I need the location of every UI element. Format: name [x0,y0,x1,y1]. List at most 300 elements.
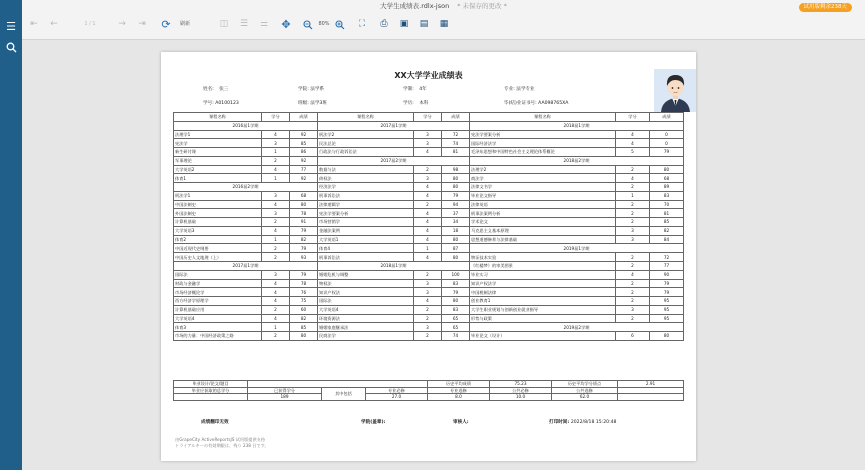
course-credit: 2 [262,305,290,314]
course-name: 大学英语4 [174,314,262,323]
course-name: 宪法学要案分析 [470,130,616,139]
course-credit: 2 [616,279,650,288]
zoom-value[interactable]: 80% [318,21,330,27]
course-score: 100 [442,270,470,279]
summary-label: 公共必修 [490,387,552,394]
course-credit: 4 [262,279,290,288]
course-name: 毕业实习 [470,270,616,279]
semester-header: 2018届2学期 [470,156,684,165]
course-score: 18 [442,226,470,235]
single-page-icon[interactable]: ◫ [219,19,229,29]
table-row [174,262,684,271]
course-name: 环境资源法 [318,314,414,323]
course-name: 民商法学 [318,332,414,341]
course-name: 市场的力量：中国经济政策之路 [174,332,262,341]
summary-empty [618,394,684,401]
table-row [174,156,684,165]
course-score: 83 [442,305,470,314]
course-name: 法理学2 [470,165,616,174]
course-score: 80 [442,174,470,183]
course-credit: 1 [262,323,290,332]
course-credit: 3 [616,235,650,244]
course-name: 毕业论文指导 [470,191,616,200]
column-header: 课程名称 [174,113,262,122]
column-header: 成绩 [290,113,318,122]
course-name: 刑法学1 [174,191,262,200]
course-name: 马克思主义基本原理 [470,226,616,235]
summary-value: 75.23 [490,381,552,388]
summary-table [173,380,684,401]
table-row [174,148,684,157]
course-score: 85 [290,139,318,148]
course-credit: 4 [262,226,290,235]
table-row [174,305,684,314]
course-score: 84 [650,235,684,244]
course-credit: 2 [262,253,290,262]
semester-header: 2017届2学期 [318,156,470,165]
course-credit: 4 [262,165,290,174]
course-name: 法律文书学 [470,183,616,192]
summary-label: 毕业设计/论文/题目 [174,381,248,388]
table-row [174,174,684,183]
course-credit: 4 [262,130,290,139]
course-name: 体育3 [174,323,262,332]
footer-reviewer: 审核人: [453,420,469,425]
course-score: 95 [650,314,684,323]
summary-label: 已获得学分 [248,387,322,394]
course-score: 83 [650,191,684,200]
course-score: 65 [442,314,470,323]
course-name: 思想道德修养与法律基础 [470,235,616,244]
course-name: 行政法与行政诉讼法 [318,148,414,157]
course-name: 《红楼梦》的审美图景 [470,262,616,271]
course-score: 70 [650,200,684,209]
course-name: 中国税制法律 [470,288,616,297]
course-credit: 2 [616,218,650,227]
course-score: 74 [442,332,470,341]
course-name: 大学英语4 [318,305,414,314]
course-name: 外国法制史 [174,209,262,218]
course-score: 80 [650,165,684,174]
course-credit: 3 [616,305,650,314]
course-score: 81 [650,209,684,218]
export-icon[interactable]: ▣ [399,19,409,29]
course-credit: 2 [414,314,442,323]
course-credit: 2 [414,332,442,341]
course-credit: 2 [616,288,650,297]
course-credit: 4 [616,174,650,183]
course-name: 国际法 [174,270,262,279]
course-credit: 3 [262,139,290,148]
course-credit: 4 [414,183,442,192]
semester-header: 2018届1学期 [318,262,470,271]
report-title: XX大学学业成绩表 [394,71,463,80]
trial-watermark: 由GrapeCity ActiveReportsJS 试用版提供支持 トライアルキーの有効期限は、残り 238 日です。 [175,437,269,448]
course-score: 80 [442,235,470,244]
info-degree: 学历: 本科 [403,101,429,106]
course-credit: 2 [616,314,650,323]
unsaved-status: * 未保存的更改 * [457,2,507,10]
student-avatar [654,69,696,112]
course-score: 80 [290,200,318,209]
report-viewport[interactable] [22,41,865,470]
zoom-out-icon[interactable] [302,17,314,32]
course-score: 80 [442,183,470,192]
course-credit: 2 [616,297,650,306]
course-name: 民法总论 [318,139,414,148]
course-score: 98 [442,165,470,174]
summary-value: 62.0 [552,394,618,401]
course-credit: 1 [616,191,650,200]
footer-print-time: 打印时间: 2022/8/18 15:20:48 [549,420,617,425]
report-page [161,52,696,461]
toolbar [22,0,865,40]
column-header: 学分 [414,113,442,122]
info-class: 班级: 法学3班 [298,101,327,106]
course-score: 79 [442,288,470,297]
fullscreen-icon[interactable]: ⛶ [358,19,366,29]
course-credit: 2 [414,200,442,209]
course-score: 80 [290,332,318,341]
course-credit: 1 [414,244,442,253]
file-title: 大学生成绩表.rdlx-json [380,2,450,10]
course-name: 知识产权法 [318,288,414,297]
summary-value: 10.0 [490,394,552,401]
course-name: 刑事法案例分析 [470,209,616,218]
menu-icon[interactable]: ☰ [6,20,16,33]
course-credit: 4 [414,253,442,262]
table-row [174,183,684,192]
course-name: 法理学1 [174,130,262,139]
column-header: 课程名称 [470,113,616,122]
print-icon[interactable]: ⎙ [380,19,388,29]
course-name: 学术论文 [470,218,616,227]
course-name: 大学英语2 [174,165,262,174]
course-score: 37 [442,209,470,218]
footer-invalid-note: 成绩翻印无效 [201,420,229,425]
course-score: 79 [650,148,684,157]
course-credit: 1 [262,174,290,183]
course-name: 法律逻辑学 [318,200,414,209]
column-header: 成绩 [442,113,470,122]
table-row [174,209,684,218]
course-credit: 4 [414,191,442,200]
course-credit: 4 [616,139,650,148]
course-score: 82 [650,226,684,235]
course-score: 92 [290,130,318,139]
summary-value: 189 [248,394,322,401]
course-credit: 3 [262,191,290,200]
continuous-icon[interactable]: ⚌ [259,19,269,29]
summary-value: 2.91 [618,381,684,388]
course-name: 西方经济学原理学 [174,297,262,306]
table-row [174,130,684,139]
table-row [174,323,684,332]
course-credit: 5 [616,148,650,157]
course-name: 宪法学 [174,139,262,148]
course-name: 计算机基础应用 [174,305,262,314]
course-credit: 2 [262,244,290,253]
info-major: 专业: 法学专业 [504,87,535,92]
course-credit: 2 [616,165,650,174]
course-score: 78 [290,279,318,288]
info-student-id: 学号: A0100123 [203,101,239,106]
course-score: 68 [650,174,684,183]
course-credit: 3 [414,279,442,288]
course-credit: 1 [262,235,290,244]
summary-label: 毕业应获取的总学分 [174,387,248,394]
course-score: 85 [650,218,684,227]
course-score: 74 [442,139,470,148]
course-name: 创业教育1 [470,297,616,306]
semester-header: 2016届2学期 [174,183,318,192]
course-score: 85 [290,323,318,332]
course-score: 34 [442,218,470,227]
course-name: 知识产权法学 [470,279,616,288]
course-credit: 4 [414,148,442,157]
course-score: 92 [290,174,318,183]
semester-header: 2017届1学期 [318,121,470,130]
page-indicator[interactable]: 1 / 1 [84,21,96,27]
grades-table [173,112,684,341]
table-row [174,218,684,227]
course-credit: 3 [262,209,290,218]
course-score: 83 [442,279,470,288]
course-score: 91 [290,218,318,227]
course-name: 金融法案例 [318,226,414,235]
next-page-icon[interactable]: → [118,19,126,29]
summary-label: 公共选修 [552,387,618,394]
course-name: 市场营销学 [318,218,414,227]
course-score: 80 [442,253,470,262]
course-credit: 4 [414,235,442,244]
course-score: 79 [290,270,318,279]
course-credit: 2 [414,165,442,174]
course-credit: 4 [262,200,290,209]
course-credit: 4 [414,297,442,306]
search-icon[interactable] [4,42,18,56]
course-credit: 4 [414,226,442,235]
sidebar [0,0,22,470]
course-credit: 3 [616,226,650,235]
course-name: 体育1 [174,174,262,183]
table-row [174,253,684,262]
summary-value: 8.0 [428,394,490,401]
course-name: 毕业论文（设计） [470,332,616,341]
course-name: 刑事诉讼法 [318,191,414,200]
semester-header: 2019届2学期 [470,323,684,332]
semester-header: 2017届1学期 [174,262,318,271]
course-credit: 2 [414,305,442,314]
table-row [174,165,684,174]
semester-header: 2019届1学期 [470,244,684,253]
course-score: 72 [650,253,684,262]
refresh-icon[interactable]: ⟳ [161,18,171,31]
refresh-label[interactable]: 刷新 [179,21,190,27]
column-header: 成绩 [650,113,684,122]
course-score: 0 [650,130,684,139]
table-row [174,200,684,209]
course-name: 形势与政策 [470,314,616,323]
course-name: 物权法 [318,279,414,288]
course-name: 体育4 [318,244,414,253]
course-credit: 3 [414,130,442,139]
course-score: 86 [290,148,318,157]
course-score: 79 [290,244,318,253]
course-score: 95 [650,305,684,314]
table-row [174,297,684,306]
course-name: 国际经济法学 [470,139,616,148]
window-title [22,2,865,11]
course-name: 大学英语1 [318,235,414,244]
course-score: 60 [290,305,318,314]
table-row [174,226,684,235]
course-credit: 4 [414,209,442,218]
course-credit: 4 [414,218,442,227]
summary-value [174,394,248,401]
summary-row [174,394,684,401]
table-row [174,235,684,244]
course-credit: 4 [616,270,650,279]
course-score: 90 [650,270,684,279]
course-name: 计算机基础 [174,218,262,227]
course-name: 刑法学2 [318,130,414,139]
footer-seal: 学院(盖章): [361,420,386,425]
course-name: 军事理论 [174,156,262,165]
summary-label: 历史平均学分绩点 [552,381,618,388]
grades-header-row [174,113,684,122]
column-header: 课程名称 [318,113,414,122]
course-score: 95 [650,297,684,306]
course-name: 法律英语 [470,200,616,209]
pan-icon[interactable]: ✥ [281,18,291,31]
course-name: 中国近现代史纲要 [174,244,262,253]
course-credit: 3 [414,139,442,148]
course-name: 毛泽东思想和中国特色社会主义理论体系概论 [470,148,616,157]
course-name: 国际法 [318,297,414,306]
table-row [174,191,684,200]
info-certificate: 毕(结)业证书号: AA098765XA [504,101,569,106]
course-name: 大学生职业规划与创新创业就业指导 [470,305,616,314]
course-score: 80 [442,297,470,306]
course-name: 刑事诉讼法 [318,253,414,262]
summary-label: 专业选修 [428,387,490,394]
info-name: 姓名: 张三 [203,87,229,92]
zoom-in-icon[interactable] [334,17,346,32]
trial-badge[interactable]: 试用版剩余238天 [799,3,853,12]
course-score: 79 [650,279,684,288]
course-name: 新生研讨课 [174,148,262,157]
course-name: 财政与金融学 [174,279,262,288]
course-name: 体育2 [174,235,262,244]
course-credit: 2 [262,156,290,165]
course-score: 0 [650,139,684,148]
course-score: 82 [290,235,318,244]
course-score: 76 [290,288,318,297]
course-credit: 3 [414,174,442,183]
course-score: 92 [290,156,318,165]
summary-value: 27.0 [366,394,428,401]
column-header: 学分 [616,113,650,122]
course-name: 婚姻家庭继承法 [318,323,414,332]
summary-label: 历史平均成绩 [428,381,490,388]
course-name: 大学英语3 [174,226,262,235]
course-score: 65 [442,323,470,332]
course-credit: 1 [262,148,290,157]
semester-header: 2016届1学期 [174,121,318,130]
course-credit: 6 [616,332,650,341]
prev-page-icon[interactable]: ← [50,19,58,29]
table-row [174,314,684,323]
summary-label: 其中包括 [322,387,366,400]
course-credit: 2 [262,332,290,341]
course-credit: 2 [616,183,650,192]
table-row [174,332,684,341]
table-row [174,121,684,130]
course-score: 75 [290,297,318,306]
course-score: 93 [290,253,318,262]
course-name: 商法学 [470,174,616,183]
course-score: 77 [290,165,318,174]
course-credit: 2 [616,262,650,271]
course-score: 72 [442,130,470,139]
course-name: 市场经济概论学 [174,288,262,297]
book-icon[interactable]: ▤ [419,19,429,29]
course-credit: 2 [616,200,650,209]
course-score: 82 [290,314,318,323]
course-score: 94 [442,200,470,209]
course-score: 80 [650,332,684,341]
table-row [174,288,684,297]
semester-header: 2018届1学期 [470,121,684,130]
map-icon[interactable]: ▦ [439,19,449,29]
course-credit: 3 [262,270,290,279]
course-name: 物证技术实验 [470,253,616,262]
table-row [174,244,684,253]
course-score: 78 [290,209,318,218]
course-credit: 2 [616,253,650,262]
course-score: 68 [290,191,318,200]
course-name: 宪法学要案分析 [318,209,414,218]
course-name: 经济法学 [318,183,414,192]
table-row [174,279,684,288]
last-page-icon[interactable]: ⇥ [138,19,146,29]
sidebar-toggle-icon[interactable]: ☰ [239,19,249,29]
course-score: 79 [442,191,470,200]
table-row [174,139,684,148]
course-score: 89 [650,183,684,192]
course-credit: 4 [262,297,290,306]
summary-label: 专业必修 [366,387,428,394]
course-credit: 2 [262,218,290,227]
course-credit: 4 [616,130,650,139]
first-page-icon[interactable]: ⇤ [30,19,38,29]
course-credit: 3 [414,288,442,297]
info-duration: 学制: 4年 [403,87,427,92]
course-score: 87 [442,244,470,253]
course-credit: 4 [262,288,290,297]
course-name: 中国法制史 [174,200,262,209]
table-row [174,270,684,279]
course-credit: 2 [616,209,650,218]
course-score: 81 [442,148,470,157]
course-score: 79 [650,288,684,297]
info-college: 学院: 法学系 [298,87,325,92]
course-credit: 2 [414,270,442,279]
course-score: 77 [650,262,684,271]
course-name: 中国历史人文地理（上） [174,253,262,262]
course-name: 数据与法 [318,165,414,174]
